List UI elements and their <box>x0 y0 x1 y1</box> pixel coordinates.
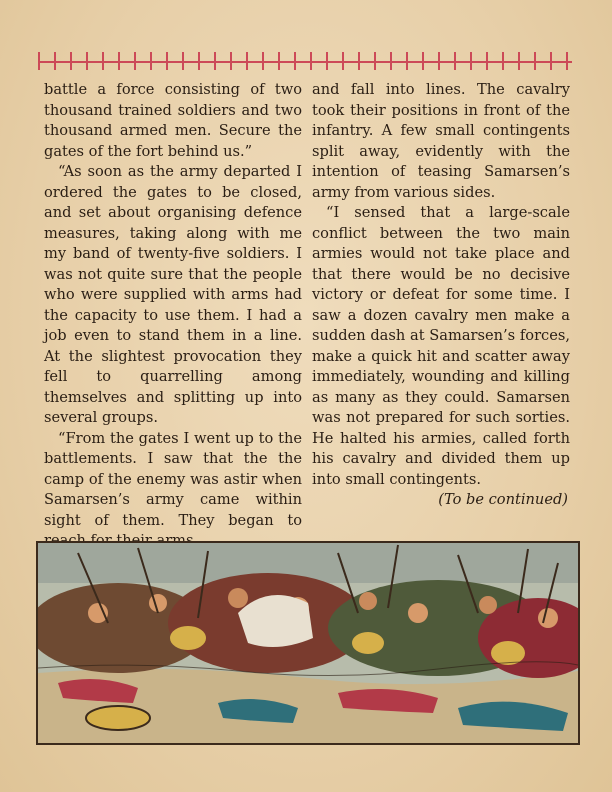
decorative-border <box>38 52 572 70</box>
right-text-column <box>312 80 570 511</box>
battle-scene-icon <box>38 543 578 743</box>
paragraph-5: “I sensed that a large-scale conflict between the two main armies would not take place and that there would be no decisive victory or defeat for some time. I saw a dozen cavalry men make a sudden dash at Samarsen’s forces, make a quick hit and scatter away immediately, wounding and killing as many as they could. Samarsen was not prepared for such sorties. He halted his armies, called forth his cavalry and divided them up into small contingents. <box>312 204 570 488</box>
paragraph-4: and fall into lines. The cavalry took their positions in front of the infantry. A few small contingents split away, evidently with the intention of teasing Samarsen’s army from various sides. <box>312 81 570 201</box>
paragraph-3: “From the gates I went up to the battlements. I saw that the the camp of the enemy was astir when Samarsen’s army came within sight of them. They began to <box>44 429 302 529</box>
paragraph-1: battle a force consisting of two thousand trained soldiers and two thousand armed men. Secure the gates of the fort behind us.” <box>44 81 302 160</box>
paragraph-2: “As soon as the army departed I ordered the gates to be closed, and set about organising defence measures, taking along with me my band of twenty-five soldiers. I was not quite sure that the people who were supplied with arms had the capacity to use them. I had a job even to stand them in a line. At the slightest provocation they fell to quarrelling among themselves and splitting up into several groups. <box>44 163 302 426</box>
left-text-column <box>44 80 302 552</box>
continued-note: (To be continued) <box>438 491 568 508</box>
battle-scene-illustration <box>36 541 580 745</box>
